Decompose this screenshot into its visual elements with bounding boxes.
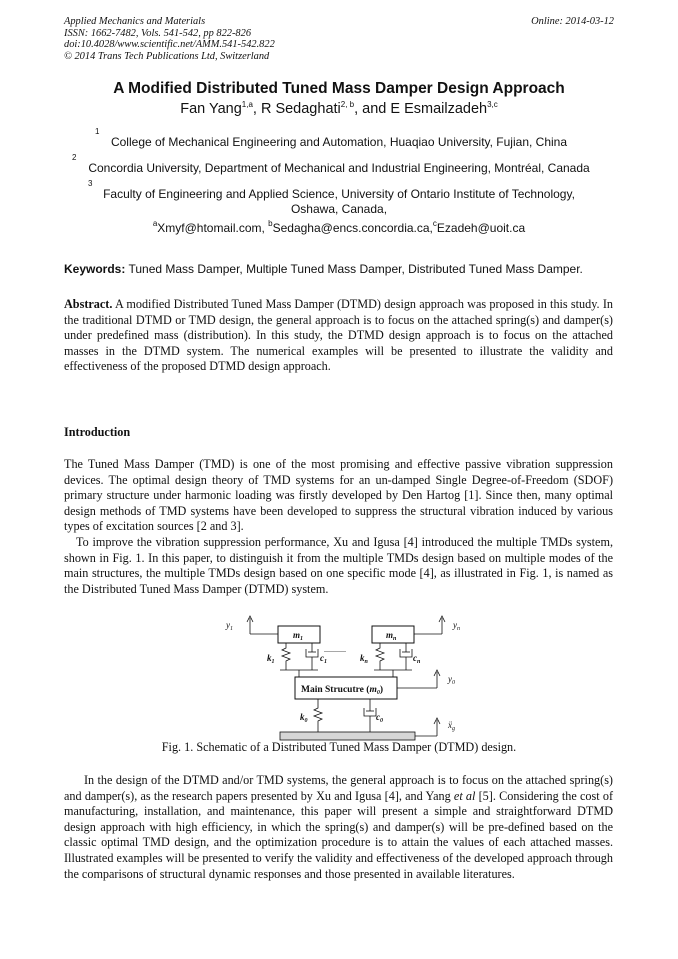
affiliation-3 bbox=[0, 187, 678, 217]
affiliation-1: College of Mechanical Engineering and Automation, Huaqiao University, Fujian, China bbox=[110, 135, 568, 149]
author-1-sup: 1,a bbox=[241, 100, 253, 109]
affiliation-3-line-1: Faculty of Engineering and Applied Science, University of Ontario Institute of Technology, bbox=[103, 187, 575, 201]
online-date: Online: 2014-03-12 bbox=[531, 16, 614, 27]
yn-label: $y_n$ bbox=[453, 620, 460, 632]
journal-header bbox=[64, 16, 275, 62]
mass-mn-label: $m_n$ bbox=[386, 630, 397, 642]
email-b-sup: b bbox=[268, 219, 273, 228]
abstract-text: A modified Distributed Tuned Mass Damper (DTMD) design approach was proposed in this study. In the traditional DTMD or TMD design, the general approach is to focus on the attached spring(s) and damper(s) under predefined mass (distribution). In this study, the DTMD design approach is to focus on the attached masses in the DTMD system. The numerical examples will be presented to illustrate the validity and effectiveness of the proposed DTMD design approach. bbox=[64, 297, 613, 374]
author-3-sup: 3,c bbox=[487, 100, 498, 109]
spring-k1 bbox=[282, 643, 290, 670]
intro-paragraph-3 bbox=[64, 773, 613, 882]
email-a: Xmyf@htomail.com, bbox=[157, 221, 269, 235]
email-line bbox=[0, 221, 678, 235]
author-3: , and E Esmailzadeh bbox=[354, 101, 488, 117]
y0-label: $y_0$ bbox=[448, 674, 455, 686]
intro-paragraph-2: To improve the vibration suppression performance, Xu and Igusa [4] introduced the multiple TMDs system, shown in Fig. 1. In this paper, to distinguish it from the multiple TMDs design based on multiple modes of the main structures, the multiple TMDs design based on one specific mode [4], as illustrated in Fig. 1, is named as the Distributed Tuned Mass Damper (DTMD) system. bbox=[64, 535, 613, 596]
doi-line: doi:10.4028/www.scientific.net/AMM.541-542.822 bbox=[64, 39, 275, 51]
copyright-line: © 2014 Trans Tech Publications Ltd, Switzerland bbox=[64, 50, 270, 62]
y1-label: $y_1$ bbox=[226, 620, 233, 632]
affiliation-2: Concordia University, Department of Mechanical and Industrial Engineering, Montréal, Canada bbox=[88, 161, 590, 175]
abstract-label: Abstract. bbox=[64, 297, 113, 311]
aff-2-number: 2 bbox=[72, 153, 77, 162]
aff-3-number: 3 bbox=[88, 179, 93, 188]
aff-1-number: 1 bbox=[95, 127, 100, 136]
author-line bbox=[0, 101, 678, 117]
intro-p3-part-2: [5]. Considering the cost of manufacturing, installation, and maintenance, this paper will present a simple and straightforward DTMD design approach with high efficiency, in which the spring(s) and damper(s) will be pre-defined based on the classic optimal TMD design, and the optimization procedure is to attain the values of each attached masses. Illustrated examples will be presented to verify the validity and effectiveness of the developed approach through the comparisons of structural dynamic responses and those presented in available literatures. bbox=[64, 788, 614, 881]
c1-label: $c_1$ bbox=[320, 653, 327, 665]
dtmd-schematic bbox=[220, 612, 480, 746]
intro-paragraph-1: The Tuned Mass Damper (TMD) is one of the most promising and effective passive vibration suppression devices. The optimal design theory of TMD systems for an un-damped Single Degree-of-Freedom (SDOF) primary structure under harmonic loading was firstly developed by Den Hartog [1]. Since then, many optimal design methods of TMD systems have been developed to suppress the structural vibration induced by various types of excitation sources [2 and 3]. bbox=[64, 457, 613, 534]
keywords-text: Tuned Mass Damper, Multiple Tuned Mass Damper, Distributed Tuned Mass Damper. bbox=[125, 262, 583, 276]
email-c: Ezadeh@uoit.ca bbox=[436, 221, 526, 235]
author-2: , R Sedaghati bbox=[252, 101, 341, 117]
ground-base bbox=[280, 732, 415, 740]
k0-label: $k_0$ bbox=[300, 712, 308, 724]
affiliation-3-line-2: Oshawa, Canada, bbox=[290, 202, 388, 216]
spring-k0 bbox=[314, 699, 322, 732]
c0-label: $c_0$ bbox=[376, 712, 383, 724]
kn-label: $k_n$ bbox=[360, 653, 368, 665]
email-c-sup: c bbox=[432, 219, 437, 228]
intro-p3-part-1: In the design of the DTMD and/or TMD systems, the general approach is to focus on the attached spring(s) and damper(s), as the research papers presented by Xu and Igusa [4], and Yang bbox=[64, 773, 613, 803]
spring-kn bbox=[376, 643, 384, 670]
issn-line: ISSN: 1662-7482, Vols. 541-542, pp 822-826 bbox=[64, 27, 252, 39]
cn-label: $c_n$ bbox=[413, 653, 421, 665]
ellipsis-dots: ........... bbox=[324, 645, 346, 654]
k1-label: $k_1$ bbox=[267, 653, 275, 665]
email-a-sup: a bbox=[152, 219, 158, 228]
journal-name: Applied Mechanics and Materials bbox=[64, 16, 206, 27]
figure-caption: Fig. 1. Schematic of a Distributed Tuned Mass Damper (DTMD) design. bbox=[161, 740, 517, 754]
introduction-heading: Introduction bbox=[64, 425, 131, 439]
keywords bbox=[64, 262, 624, 276]
author-1: Fan Yang bbox=[180, 101, 242, 117]
abstract bbox=[64, 297, 613, 375]
keywords-label: Keywords: bbox=[64, 262, 126, 276]
mass-m1-label: $m_1$ bbox=[293, 630, 304, 642]
email-b: Sedagha@encs.concordia.ca, bbox=[272, 221, 433, 235]
xg-label: ẍ$_g$ bbox=[448, 720, 455, 732]
intro-p3-etal: et al bbox=[453, 788, 476, 803]
paper-title: A Modified Distributed Tuned Mass Damper Design Approach bbox=[113, 80, 565, 97]
main-structure-label: Main Strucutre $(m_0)$ bbox=[301, 685, 383, 696]
author-2-sup: 2, b bbox=[340, 100, 355, 109]
